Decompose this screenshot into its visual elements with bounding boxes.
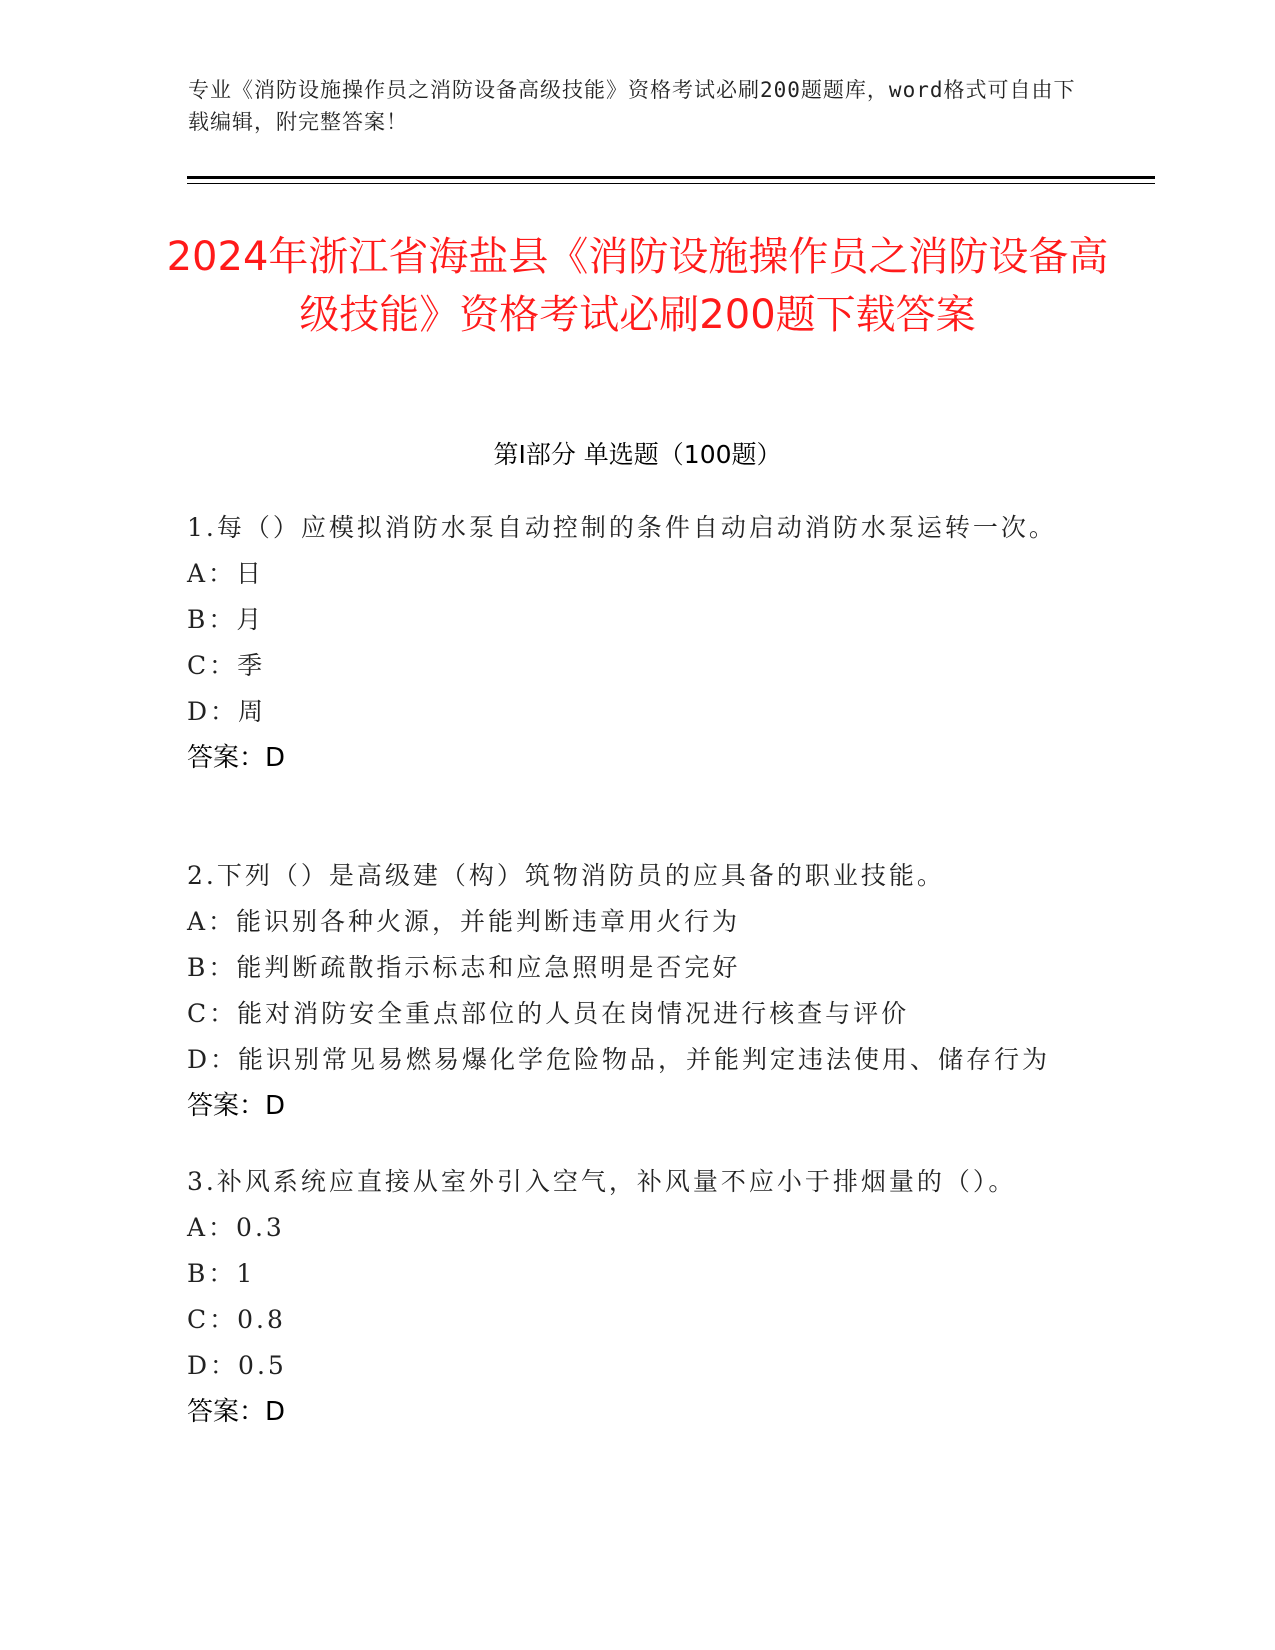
section-title: 第I部分 单选题（100题） bbox=[493, 440, 782, 469]
question-stem: 3.补风系统应直接从室外引入空气，补风量不应小于排烟量的（）。 bbox=[187, 1167, 1017, 1196]
question-3 bbox=[187, 1159, 1087, 1435]
document-title: 2024年浙江省海盐县《消防设施操作员之消防设备高级技能》资格考试必刷200题下载答案 bbox=[166, 234, 1109, 338]
option-d: D：0.5 bbox=[187, 1351, 287, 1380]
answer: 答案：D bbox=[187, 1091, 286, 1121]
option-b: B：能判断疏散指示标志和应急照明是否完好 bbox=[187, 953, 741, 982]
question-2 bbox=[187, 853, 1087, 1129]
question-stem: 2.下列（）是高级建（构）筑物消防员的应具备的职业技能。 bbox=[187, 861, 945, 890]
option-a: A：日 bbox=[187, 559, 265, 588]
header-rule-thin bbox=[187, 183, 1155, 184]
option-a: A：0.3 bbox=[187, 1213, 285, 1242]
option-b: B：月 bbox=[187, 605, 265, 634]
question-1 bbox=[187, 505, 1087, 781]
option-d: D：周 bbox=[187, 697, 267, 726]
option-b: B：1 bbox=[187, 1259, 256, 1288]
option-c: C：季 bbox=[187, 651, 266, 680]
answer: 答案：D bbox=[187, 743, 286, 773]
option-c: C：0.8 bbox=[187, 1305, 286, 1334]
question-stem: 1.每（）应模拟消防水泵自动控制的条件自动启动消防水泵运转一次。 bbox=[187, 513, 1057, 542]
header-note: 专业《消防设施操作员之消防设备高级技能》资格考试必刷200题题库，word格式可自由下载编辑，附完整答案！ bbox=[188, 78, 1076, 134]
header-rule-thick bbox=[187, 176, 1155, 179]
answer: 答案：D bbox=[187, 1397, 286, 1427]
option-c: C：能对消防安全重点部位的人员在岗情况进行核查与评价 bbox=[187, 999, 910, 1028]
option-a: A：能识别各种火源，并能判断违章用火行为 bbox=[187, 907, 741, 936]
option-d: D：能识别常见易燃易爆化学危险物品，并能判定违法使用、储存行为 bbox=[187, 1045, 1051, 1074]
